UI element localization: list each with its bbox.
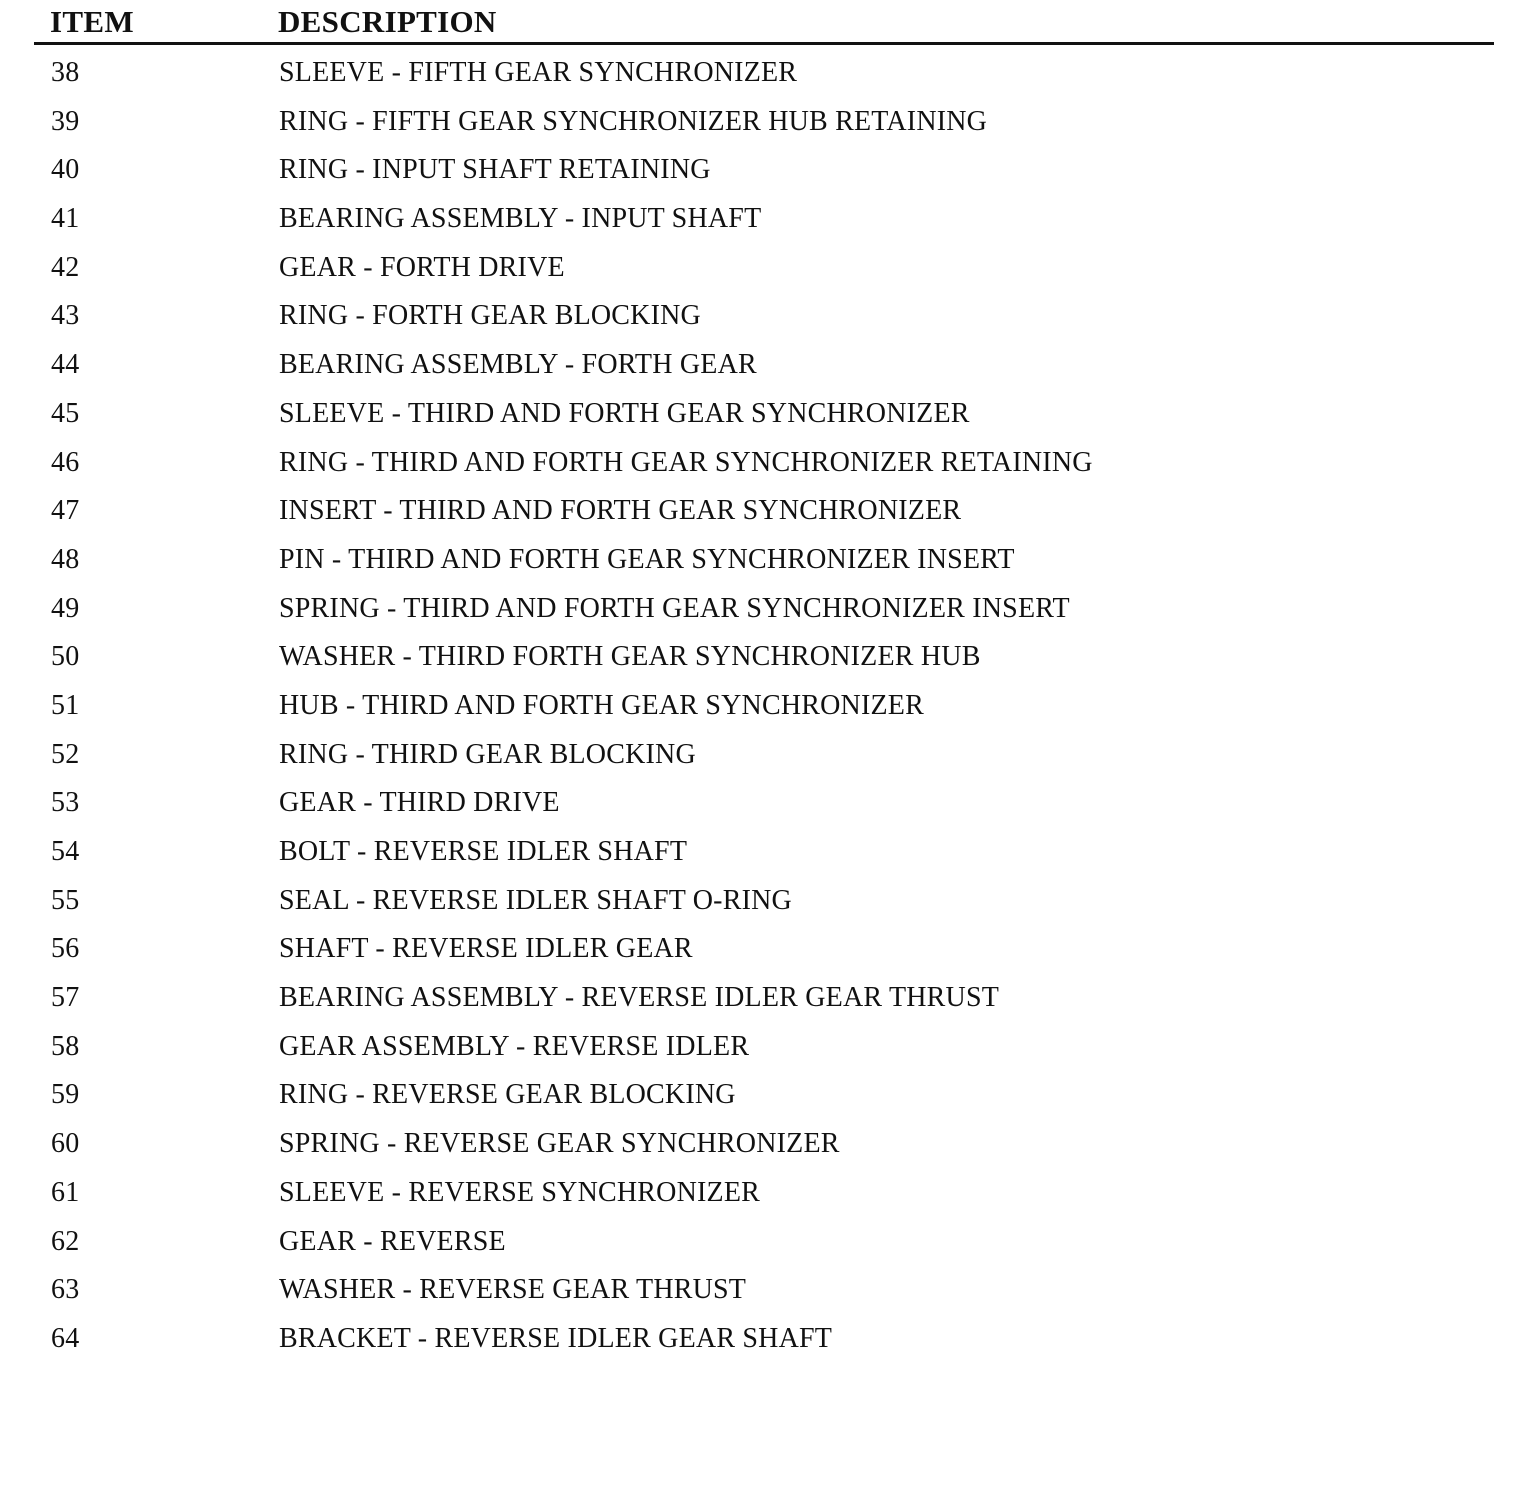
item-number: 40 bbox=[51, 154, 80, 186]
item-number: 42 bbox=[51, 251, 80, 283]
item-number: 39 bbox=[51, 105, 80, 137]
item-description: RING - THIRD GEAR BLOCKING bbox=[279, 738, 696, 770]
table-row bbox=[0, 394, 1536, 443]
item-description: RING - FIFTH GEAR SYNCHRONIZER HUB RETAINING bbox=[279, 105, 988, 137]
table-row bbox=[0, 929, 1536, 978]
table-row bbox=[0, 783, 1536, 832]
table-row bbox=[0, 1075, 1536, 1124]
item-number: 52 bbox=[51, 738, 80, 770]
item-description: RING - FORTH GEAR BLOCKING bbox=[279, 300, 701, 332]
table-row bbox=[0, 1124, 1536, 1173]
table-row bbox=[0, 1270, 1536, 1319]
item-number: 62 bbox=[51, 1225, 80, 1257]
table-row bbox=[0, 1319, 1536, 1368]
item-number: 57 bbox=[51, 982, 80, 1014]
table-row bbox=[0, 491, 1536, 540]
table-row bbox=[0, 1222, 1536, 1271]
column-header-description: DESCRIPTION bbox=[278, 4, 497, 39]
item-number: 60 bbox=[51, 1128, 80, 1160]
item-description: SEAL - REVERSE IDLER SHAFT O-RING bbox=[279, 884, 792, 916]
item-number: 54 bbox=[51, 836, 80, 867]
item-number: 41 bbox=[51, 203, 80, 235]
item-description: BEARING ASSEMBLY - INPUT SHAFT bbox=[279, 203, 762, 235]
table-row bbox=[0, 1027, 1536, 1076]
table-row bbox=[0, 296, 1536, 345]
table-row bbox=[0, 102, 1536, 151]
table-row bbox=[0, 637, 1536, 686]
parts-table-body bbox=[0, 53, 1536, 1368]
item-description: SPRING - REVERSE GEAR SYNCHRONIZER bbox=[279, 1128, 840, 1160]
item-description: BEARING ASSEMBLY - FORTH GEAR bbox=[279, 349, 757, 381]
table-row bbox=[0, 53, 1536, 102]
item-number: 48 bbox=[51, 543, 80, 575]
item-description: SPRING - THIRD AND FORTH GEAR SYNCHRONIZER INSERT bbox=[279, 592, 1070, 624]
item-number: 45 bbox=[51, 397, 80, 429]
table-header bbox=[0, 0, 1536, 44]
item-description: GEAR - REVERSE bbox=[279, 1225, 506, 1257]
header-rule-divider bbox=[34, 42, 1494, 45]
table-row bbox=[0, 978, 1536, 1027]
item-description: BRACKET - REVERSE IDLER GEAR SHAFT bbox=[279, 1322, 833, 1354]
item-number: 58 bbox=[51, 1030, 80, 1062]
item-description: HUB - THIRD AND FORTH GEAR SYNCHRONIZER bbox=[279, 689, 924, 721]
item-number: 53 bbox=[51, 787, 80, 819]
item-description: INSERT - THIRD AND FORTH GEAR SYNCHRONIZER bbox=[279, 495, 962, 527]
item-number: 63 bbox=[51, 1274, 80, 1306]
item-number: 55 bbox=[51, 884, 80, 916]
table-row bbox=[0, 832, 1536, 881]
item-number: 38 bbox=[51, 57, 80, 88]
item-number: 61 bbox=[51, 1176, 80, 1208]
table-row bbox=[0, 443, 1536, 492]
item-description: WASHER - REVERSE GEAR THRUST bbox=[279, 1274, 747, 1306]
table-row bbox=[0, 881, 1536, 930]
table-row bbox=[0, 199, 1536, 248]
column-header-item: ITEM bbox=[50, 4, 134, 39]
item-number: 59 bbox=[51, 1079, 80, 1111]
table-row bbox=[0, 686, 1536, 735]
item-description: SLEEVE - REVERSE SYNCHRONIZER bbox=[279, 1176, 761, 1208]
table-row bbox=[0, 540, 1536, 589]
table-row bbox=[0, 345, 1536, 394]
table-row bbox=[0, 248, 1536, 297]
item-description: BEARING ASSEMBLY - REVERSE IDLER GEAR THRUST bbox=[279, 982, 1000, 1014]
table-row bbox=[0, 150, 1536, 199]
item-number: 44 bbox=[51, 349, 80, 381]
item-description: PIN - THIRD AND FORTH GEAR SYNCHRONIZER INSERT bbox=[279, 543, 1015, 575]
item-description: SHAFT - REVERSE IDLER GEAR bbox=[279, 933, 693, 965]
table-row bbox=[0, 589, 1536, 638]
item-number: 46 bbox=[51, 446, 80, 478]
item-number: 56 bbox=[51, 933, 80, 965]
item-number: 47 bbox=[51, 495, 80, 527]
table-row bbox=[0, 1173, 1536, 1222]
item-number: 64 bbox=[51, 1322, 80, 1354]
item-description: SLEEVE - THIRD AND FORTH GEAR SYNCHRONIZER bbox=[279, 397, 970, 429]
item-description: SLEEVE - FIFTH GEAR SYNCHRONIZER bbox=[279, 57, 798, 88]
table-row bbox=[0, 735, 1536, 784]
item-description: GEAR ASSEMBLY - REVERSE IDLER bbox=[279, 1030, 750, 1062]
item-description: GEAR - FORTH DRIVE bbox=[279, 251, 565, 283]
item-description: RING - THIRD AND FORTH GEAR SYNCHRONIZER RETAINING bbox=[279, 446, 1093, 478]
item-description: BOLT - REVERSE IDLER SHAFT bbox=[279, 836, 688, 867]
item-number: 49 bbox=[51, 592, 80, 624]
item-description: RING - INPUT SHAFT RETAINING bbox=[279, 154, 711, 186]
item-number: 50 bbox=[51, 641, 80, 673]
item-description: GEAR - THIRD DRIVE bbox=[279, 787, 560, 819]
item-number: 51 bbox=[51, 689, 80, 721]
item-description: RING - REVERSE GEAR BLOCKING bbox=[279, 1079, 736, 1111]
item-number: 43 bbox=[51, 300, 80, 332]
item-description: WASHER - THIRD FORTH GEAR SYNCHRONIZER HUB bbox=[279, 641, 981, 673]
